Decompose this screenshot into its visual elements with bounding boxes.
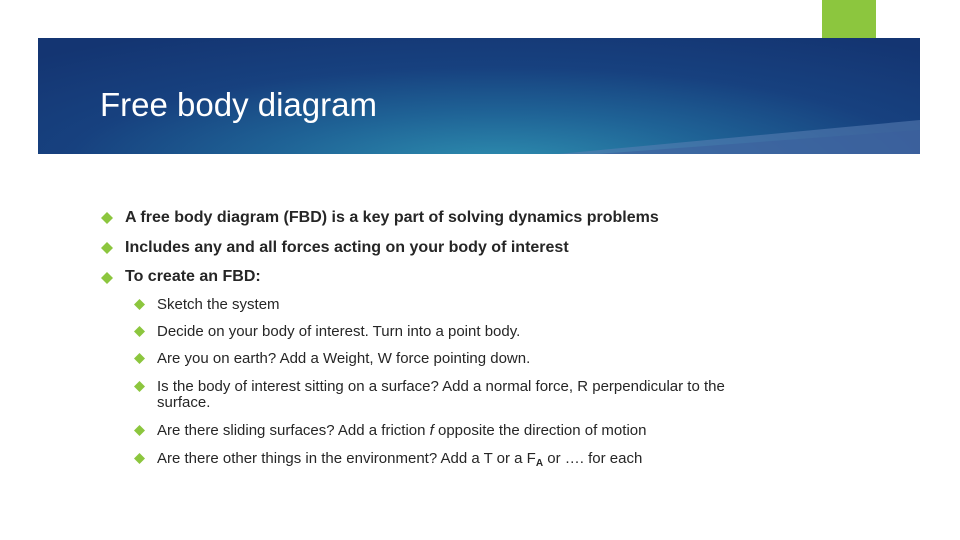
sub-bullet-text <box>157 451 642 472</box>
diamond-bullet-icon <box>101 212 113 224</box>
bullet-text: A free body diagram (FBD) is a key part of solving dynamics problems <box>125 209 659 226</box>
diamond-bullet-icon <box>134 425 145 436</box>
sub-bullet-text-part: or …. for each <box>543 450 643 467</box>
diamond-bullet-icon <box>134 381 145 392</box>
diamond-bullet-icon <box>134 326 145 337</box>
diamond-bullet-icon <box>134 299 145 310</box>
sub-bullet-text: Decide on your body of interest. Turn into a point body. <box>157 323 521 340</box>
friction-symbol: f <box>429 422 434 439</box>
sub-bullet-text: Is the body of interest sitting on a surface? Add a normal force, R perpendicular to the surface. <box>157 378 725 411</box>
sub-bullet-text-part: Are there other things in the environment? Add a T or a F <box>157 450 536 467</box>
sub-bullet-text: Are you on earth? Add a Weight, W force pointing down. <box>157 350 531 367</box>
bullet-text: To create an FBD: <box>125 268 261 285</box>
diamond-bullet-icon <box>134 453 145 464</box>
diamond-bullet-icon <box>101 272 113 284</box>
slide-title: Free body diagram <box>100 86 377 123</box>
diamond-bullet-icon <box>101 242 113 254</box>
diamond-bullet-icon <box>134 353 145 364</box>
force-subscript: A <box>535 458 544 469</box>
sub-bullet-text-part: opposite the direction of motion <box>433 422 647 439</box>
sub-bullet-text-part: Are there sliding surfaces? Add a friction <box>157 422 430 439</box>
sub-bullet-text: Sketch the system <box>157 296 280 313</box>
sub-bullet-text <box>157 423 646 439</box>
bullet-text: Includes any and all forces acting on your body of interest <box>125 239 569 256</box>
